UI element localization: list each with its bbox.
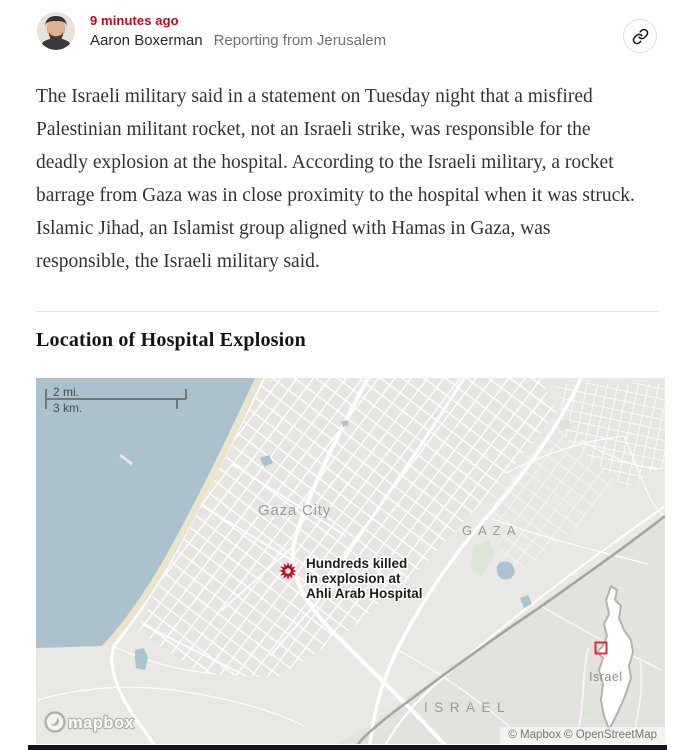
map-label-gaza: GAZA bbox=[462, 523, 522, 538]
mapbox-logo-icon bbox=[46, 713, 65, 732]
map-label-gaza-city: Gaza City bbox=[258, 502, 332, 519]
map-attribution: © Mapbox © OpenStreetMap bbox=[500, 727, 665, 744]
share-button[interactable] bbox=[623, 19, 657, 53]
inset-label-israel: Israel bbox=[589, 670, 623, 684]
avatar bbox=[37, 12, 75, 50]
scale-label-miles: 2 mi. bbox=[53, 385, 80, 399]
map-title: Location of Hospital Explosion bbox=[36, 329, 306, 351]
next-module-edge bbox=[28, 745, 667, 750]
avatar-photo bbox=[37, 12, 75, 50]
post-paragraph: The Israeli military said in a statement on Tuesday night that a misfired Palestinian militant rocket, not an Israeli strike, was responsible for the deadly explosion at the hospital. According to the Israeli military, a rocket barrage from Gaza was in close proximity to the hospital when it was struck. Islamic Jihad, an Islamist group aligned with Hamas in Gaza, was responsible, the Israeli military said. bbox=[36, 86, 635, 272]
section-divider bbox=[36, 311, 659, 312]
mapbox-logo-text: mapbox bbox=[68, 714, 135, 732]
map-label-israel: ISRAEL bbox=[424, 700, 512, 715]
gaza-map bbox=[36, 378, 665, 744]
annotation-line-3: Ahli Arab Hospital bbox=[306, 586, 423, 601]
link-icon bbox=[632, 28, 649, 45]
byline bbox=[90, 13, 386, 49]
author-name: Aaron Boxerman bbox=[90, 32, 203, 49]
mapbox-logo bbox=[42, 709, 146, 740]
annotation-line-2: in explosion at bbox=[306, 571, 401, 586]
annotation-line-1: Hundreds killed bbox=[306, 556, 408, 571]
map-canvas bbox=[36, 378, 665, 744]
scale-label-km: 3 km. bbox=[53, 401, 83, 415]
author-role: Reporting from Jerusalem bbox=[213, 32, 387, 49]
timestamp: 9 minutes ago bbox=[90, 13, 179, 28]
